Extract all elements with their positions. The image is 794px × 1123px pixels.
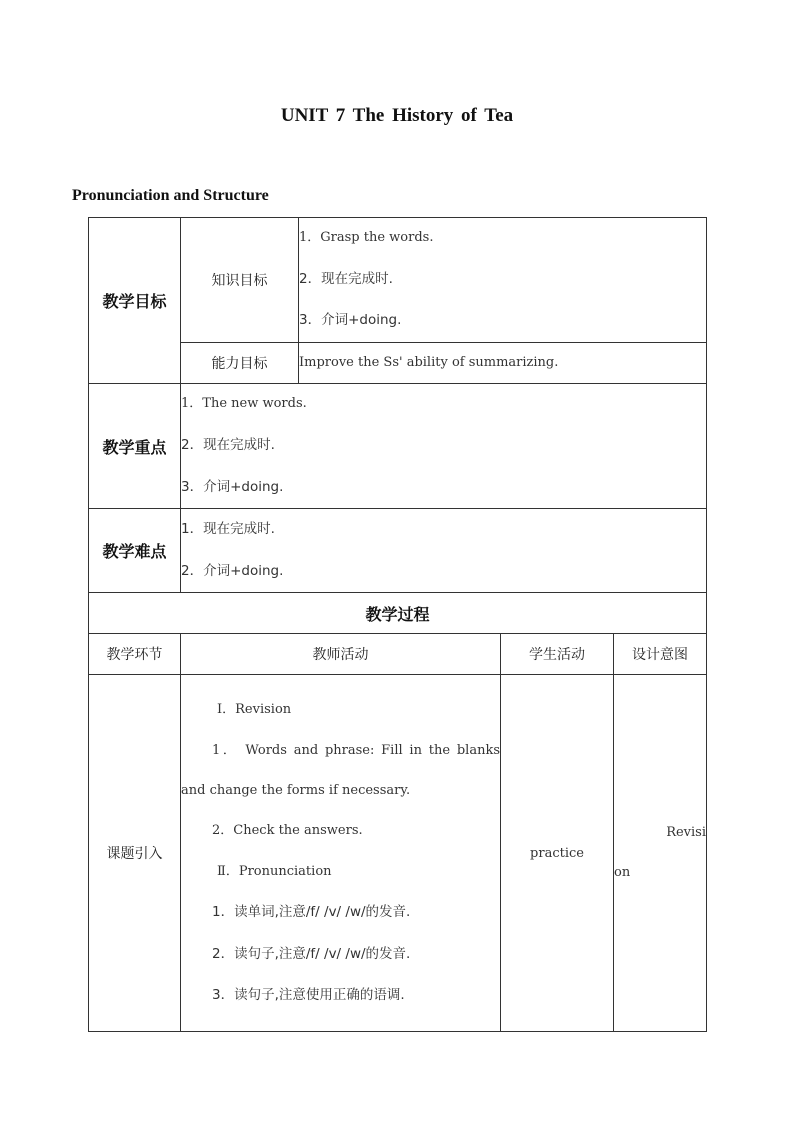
process-title: 教学过程 bbox=[89, 593, 707, 634]
difficulties-row bbox=[89, 509, 707, 593]
ability-goal-label: 能力目标 bbox=[181, 342, 299, 384]
difficulty-item: 1．现在完成时. bbox=[181, 521, 275, 538]
teacher-activity-line: 3．读句子,注意使用正确的语调. bbox=[212, 987, 405, 1004]
knowledge-goal-item: 2．现在完成时. bbox=[299, 270, 393, 287]
teacher-activity-line: Ⅰ．Revision bbox=[217, 702, 292, 718]
knowledge-goal-item: 1．Grasp the words. bbox=[299, 230, 434, 245]
design-intent-cell bbox=[614, 675, 707, 1032]
objectives-ability-row bbox=[89, 342, 707, 384]
header-student-activity: 学生活动 bbox=[501, 634, 614, 675]
design-intent-line: on bbox=[614, 865, 631, 881]
knowledge-goal-list bbox=[299, 218, 707, 343]
teacher-activity-line: 2．Check the answers. bbox=[212, 823, 363, 839]
student-activity-cell: practice bbox=[501, 675, 614, 1032]
header-teacher-activity: 教师活动 bbox=[181, 634, 501, 675]
process-row bbox=[89, 675, 707, 1032]
page-title: UNIT 7 The History of Tea bbox=[280, 105, 514, 126]
key-points-row bbox=[89, 384, 707, 509]
header-stage: 教学环节 bbox=[89, 634, 181, 675]
ability-goal-line: Improve the Ss' ability of summarizing. bbox=[299, 354, 559, 370]
process-title-row bbox=[89, 593, 707, 634]
difficulties-list bbox=[181, 509, 707, 593]
teacher-activity-line: 1．读单词,注意/f/ /v/ /w/的发音. bbox=[212, 904, 411, 921]
key-points-label: 教学重点 bbox=[89, 384, 181, 509]
design-intent-line: Revisi bbox=[666, 825, 706, 841]
knowledge-goal-label: 知识目标 bbox=[181, 218, 299, 343]
teacher-activity-cell bbox=[181, 675, 501, 1032]
teacher-activity-line: and change the forms if necessary. bbox=[181, 783, 411, 799]
process-header-row bbox=[89, 634, 707, 675]
key-point-item: 2．现在完成时. bbox=[181, 436, 275, 453]
teacher-activity-line: 1． Words and phrase: Fill in the blanks bbox=[212, 742, 500, 758]
teacher-activity-line: Ⅱ．Pronunciation bbox=[217, 863, 332, 879]
lesson-plan-table bbox=[88, 217, 707, 1032]
teacher-activity-line: 2．读句子,注意/f/ /v/ /w/的发音. bbox=[212, 945, 411, 962]
difficulties-label: 教学难点 bbox=[89, 509, 181, 593]
objectives-knowledge-row bbox=[89, 218, 707, 343]
key-point-item: 3．介词+doing. bbox=[181, 478, 284, 495]
key-points-list bbox=[181, 384, 707, 509]
key-point-item: 1．The new words. bbox=[181, 396, 307, 412]
difficulty-item: 2．介词+doing. bbox=[181, 562, 284, 579]
objectives-label: 教学目标 bbox=[89, 218, 181, 384]
header-design-intent: 设计意图 bbox=[614, 634, 707, 675]
ability-goal-text bbox=[299, 342, 707, 384]
section-subtitle: Pronunciation and Structure bbox=[72, 187, 269, 204]
stage-cell: 课题引入 bbox=[89, 675, 181, 1032]
knowledge-goal-item: 3．介词+doing. bbox=[299, 312, 402, 329]
